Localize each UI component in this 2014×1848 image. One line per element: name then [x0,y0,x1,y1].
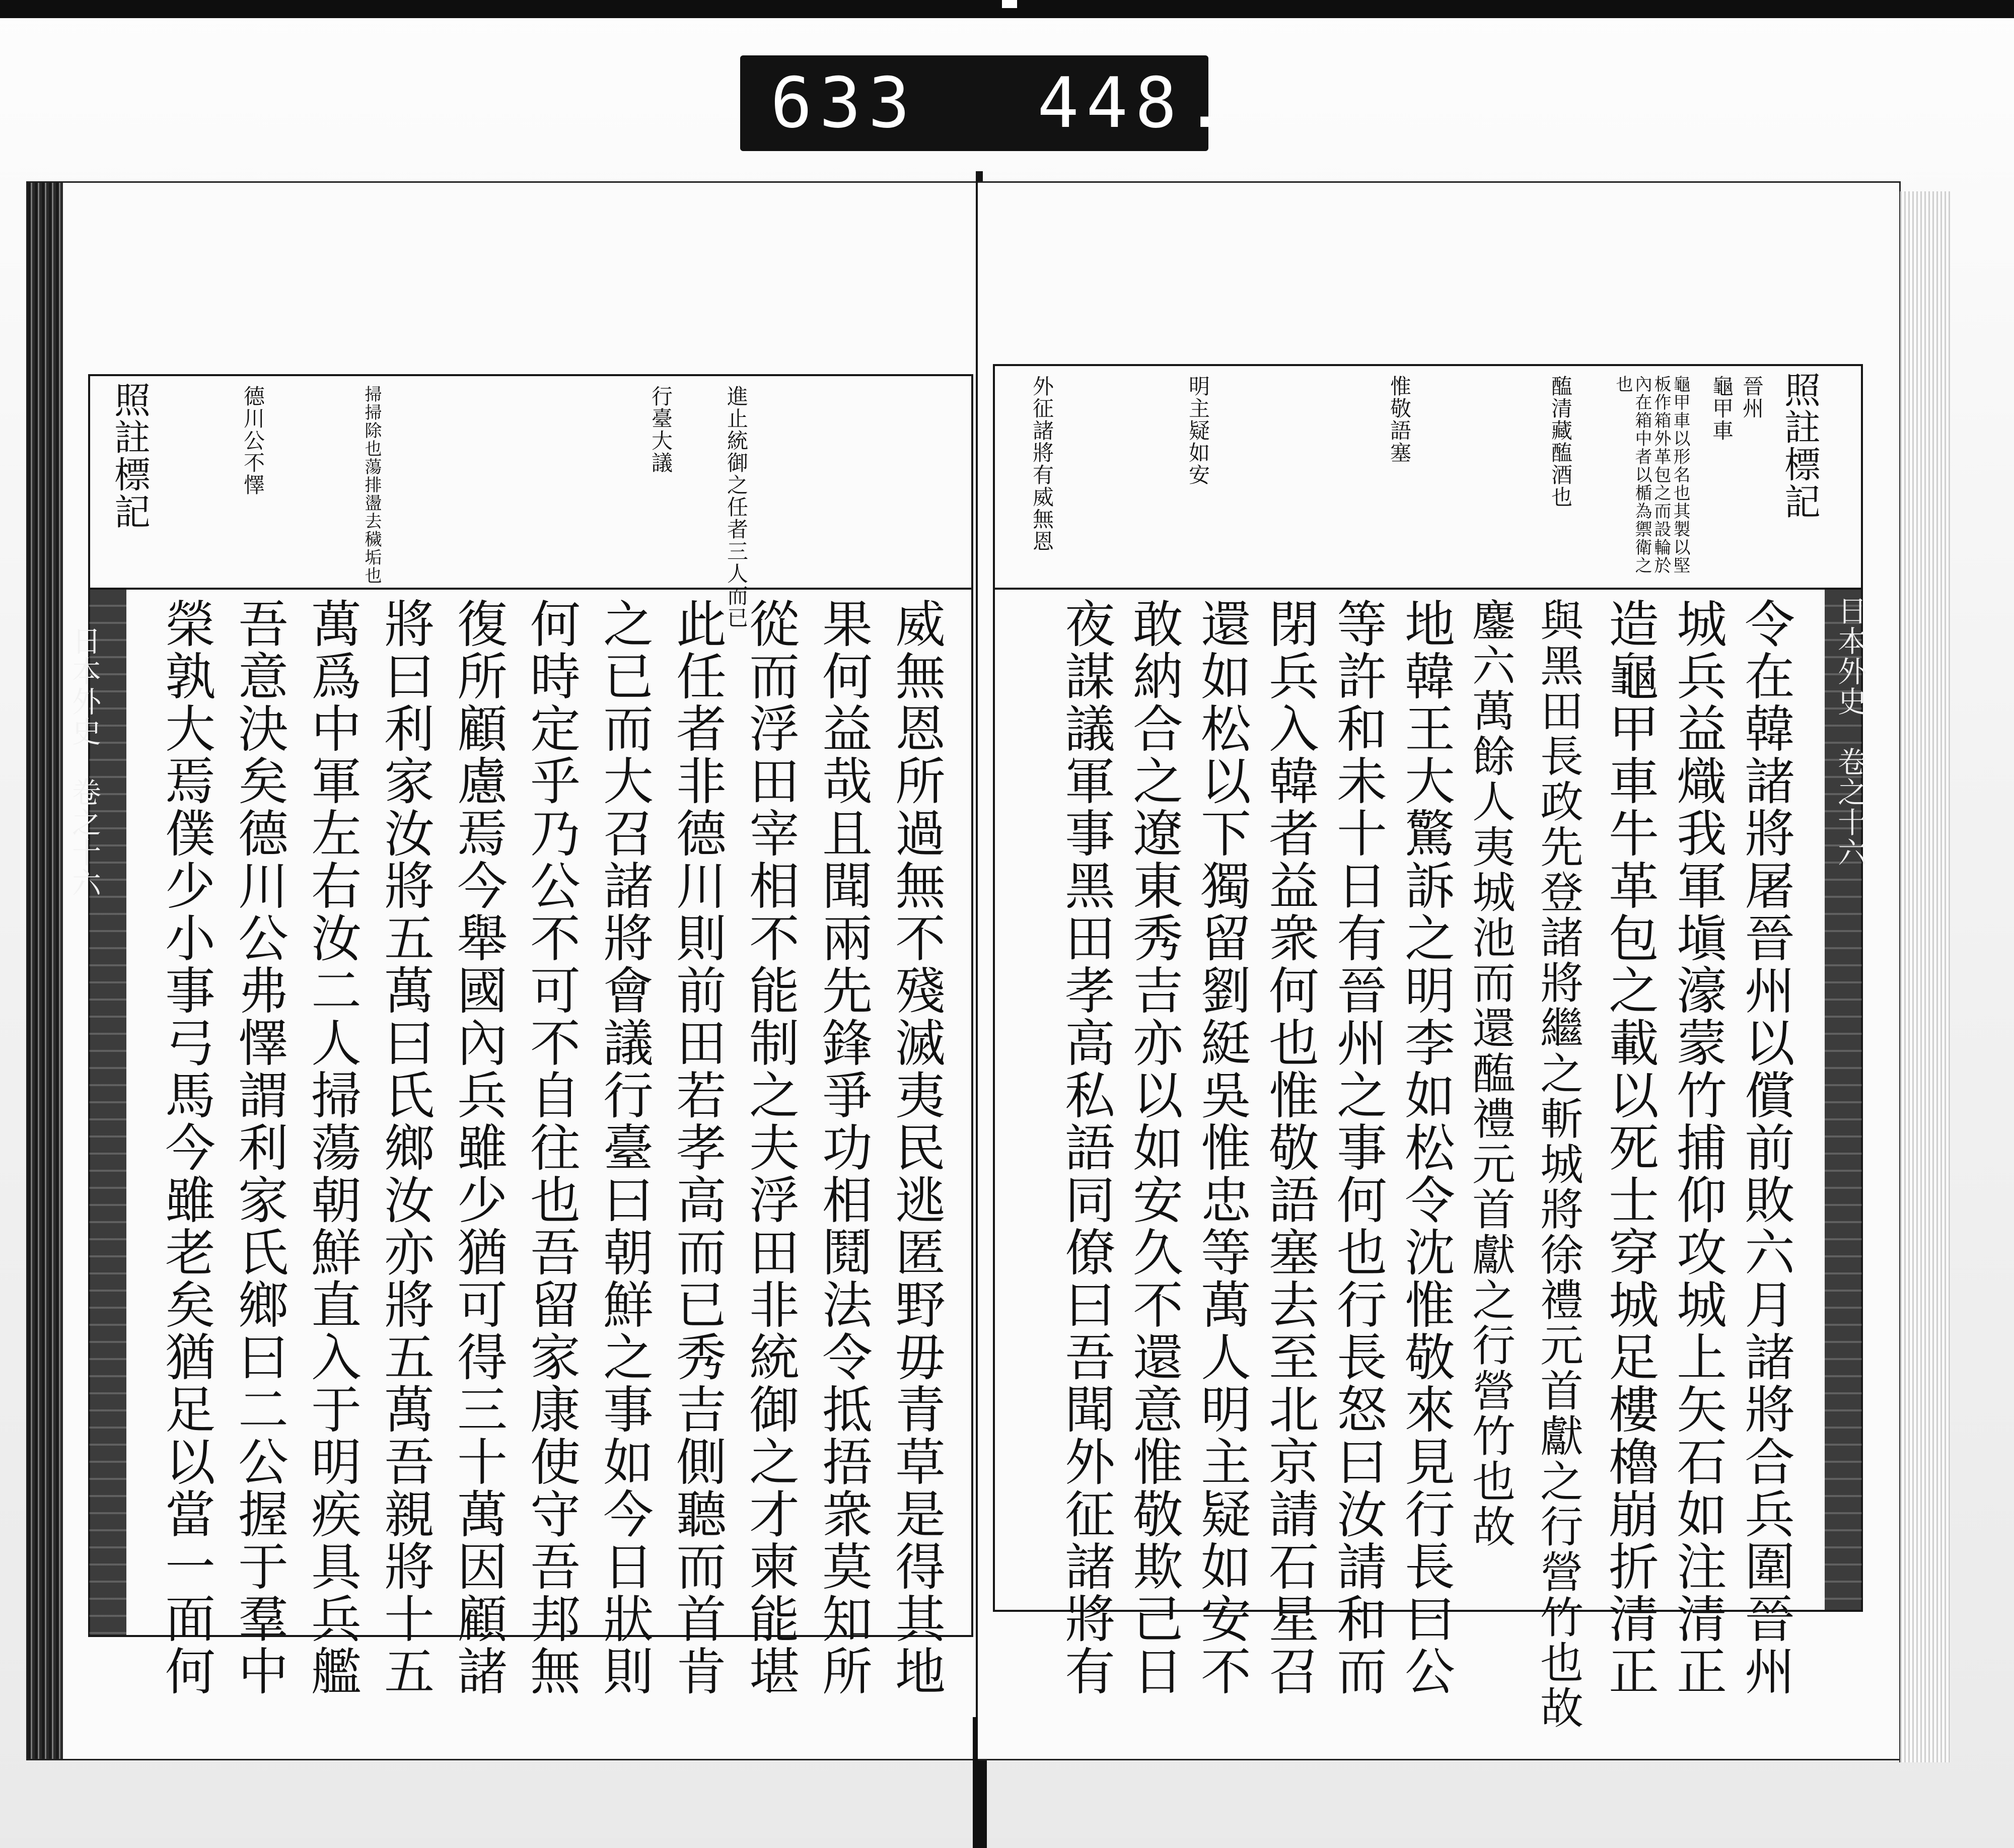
left-column-8: 將曰利家汝將五萬曰氏鄉汝亦將五萬吾親將十五 [376,598,435,1697]
right-column-7: 等許和未十日有晉州之事何也行長怒曰汝請和而 [1328,598,1387,1697]
right-page [978,181,1901,1760]
page-stack-edge [1899,191,1951,1762]
right-column-5: 鏖六萬餘人夷城池而還醢禮元首獻之行營竹也故 [1465,598,1515,1549]
right-head-note-1: 晉州 [1740,375,1764,419]
right-margin-title: 日本外史 卷之十六 [1833,596,1867,868]
right-head-note-4: 醢清藏醢酒也 [1548,375,1573,508]
left-column-1: 威無恩所過無不殘滅夷民逃匿野毋青草是得其地 [887,598,946,1697]
right-head-note-7: 外征諸將有威無恩 [1030,375,1054,552]
left-column-11: 榮孰大焉僕少小事弓馬今雖老矣猶足以當一面何 [157,598,215,1697]
right-head-note-2: 龜甲車 [1709,375,1734,442]
volume-number: 633 [770,62,917,144]
left-head-note-1: 進止統御之任者三人而已 [724,385,749,629]
left-head-note-3: 掃掃除也蕩排盪去穢垢也 [362,385,382,585]
left-binding-edge [28,183,63,1759]
right-column-1: 令在韓諸將屠晉州以償前敗六月諸將合兵圍晉州 [1736,598,1795,1697]
right-column-8: 閉兵入韓者益衆何也惟敬語塞去至北京請石星召 [1260,598,1319,1697]
right-head-note-6: 明主疑如安 [1186,375,1210,486]
left-text-frame [88,374,973,1697]
open-book [26,181,1990,1767]
item-number: 448. [1037,62,1233,144]
head-note-divider [995,588,1861,590]
left-column-2: 果何益哉且聞兩先鋒爭功相鬩法令抵捂衆莫知所 [814,598,873,1697]
right-head-note-3: 龜甲車以形名也其製以堅板作箱外革包之而設輪於內在箱中者以楯為禦衛之也 [1613,375,1690,575]
scanner-top-edge [0,0,2014,18]
left-head-note-4: 德川公不懌 [241,385,265,496]
right-column-10: 敢納合之遼東秀吉亦以如安久不還意惟敬欺己日 [1124,598,1183,1697]
left-header-title: 照註標記 [108,381,151,530]
right-column-3: 造龜甲車牛革包之載以死士穿城足樓櫓崩折清正 [1600,598,1659,1697]
head-note-divider [90,588,971,590]
left-column-9: 萬爲中軍左右汝二人掃蕩朝鮮直入于明疾具兵艦 [303,598,362,1697]
right-head-note-5: 惟敬語塞 [1387,375,1412,464]
left-column-10: 吾意決矣德川公弗懌謂利家氏鄉曰二公握于羣中 [230,598,289,1697]
left-column-6: 何時定乎乃公不可不自往也吾留家康使守吾邦無 [522,598,581,1697]
left-column-4: 此任者非德川則前田若孝高而已秀吉側聽而首肯 [668,598,727,1697]
registration-mark [1002,0,1017,8]
right-column-11: 夜謀議軍事黑田孝高私語同僚曰吾聞外征諸將有 [1056,598,1115,1697]
left-page [26,181,979,1760]
right-column-6: 地韓王大驚訴之明李如松令沈惟敬來見行長曰公 [1396,598,1455,1697]
left-column-7: 復所顧慮焉今舉國內兵雖少猶可得三十萬因顧諸 [449,598,508,1697]
right-column-9: 還如松以下獨留劉綎吳惟忠等萬人明主疑如安不 [1192,598,1251,1697]
right-column-2: 城兵益熾我軍塡濠蒙竹捕仰攻城上矢石如注清正 [1668,598,1727,1697]
right-text-frame [993,364,1863,1731]
left-column-3: 從而浮田宰相不能制之夫浮田非統御之才柬能堪 [741,598,800,1697]
right-header-title: 照註標記 [1778,371,1821,520]
archive-label-card [740,55,1233,151]
right-column-4: 與黑田長政先登諸將繼之斬城將徐禮元首獻之行營竹也故 [1533,598,1583,1731]
left-head-note-2: 行臺大議 [649,385,673,474]
left-margin-title: 日本外史 卷之十六 [67,626,101,898]
left-column-5: 之已而大召諸將會議行臺曰朝鮮之事如今日狀則 [595,598,654,1697]
